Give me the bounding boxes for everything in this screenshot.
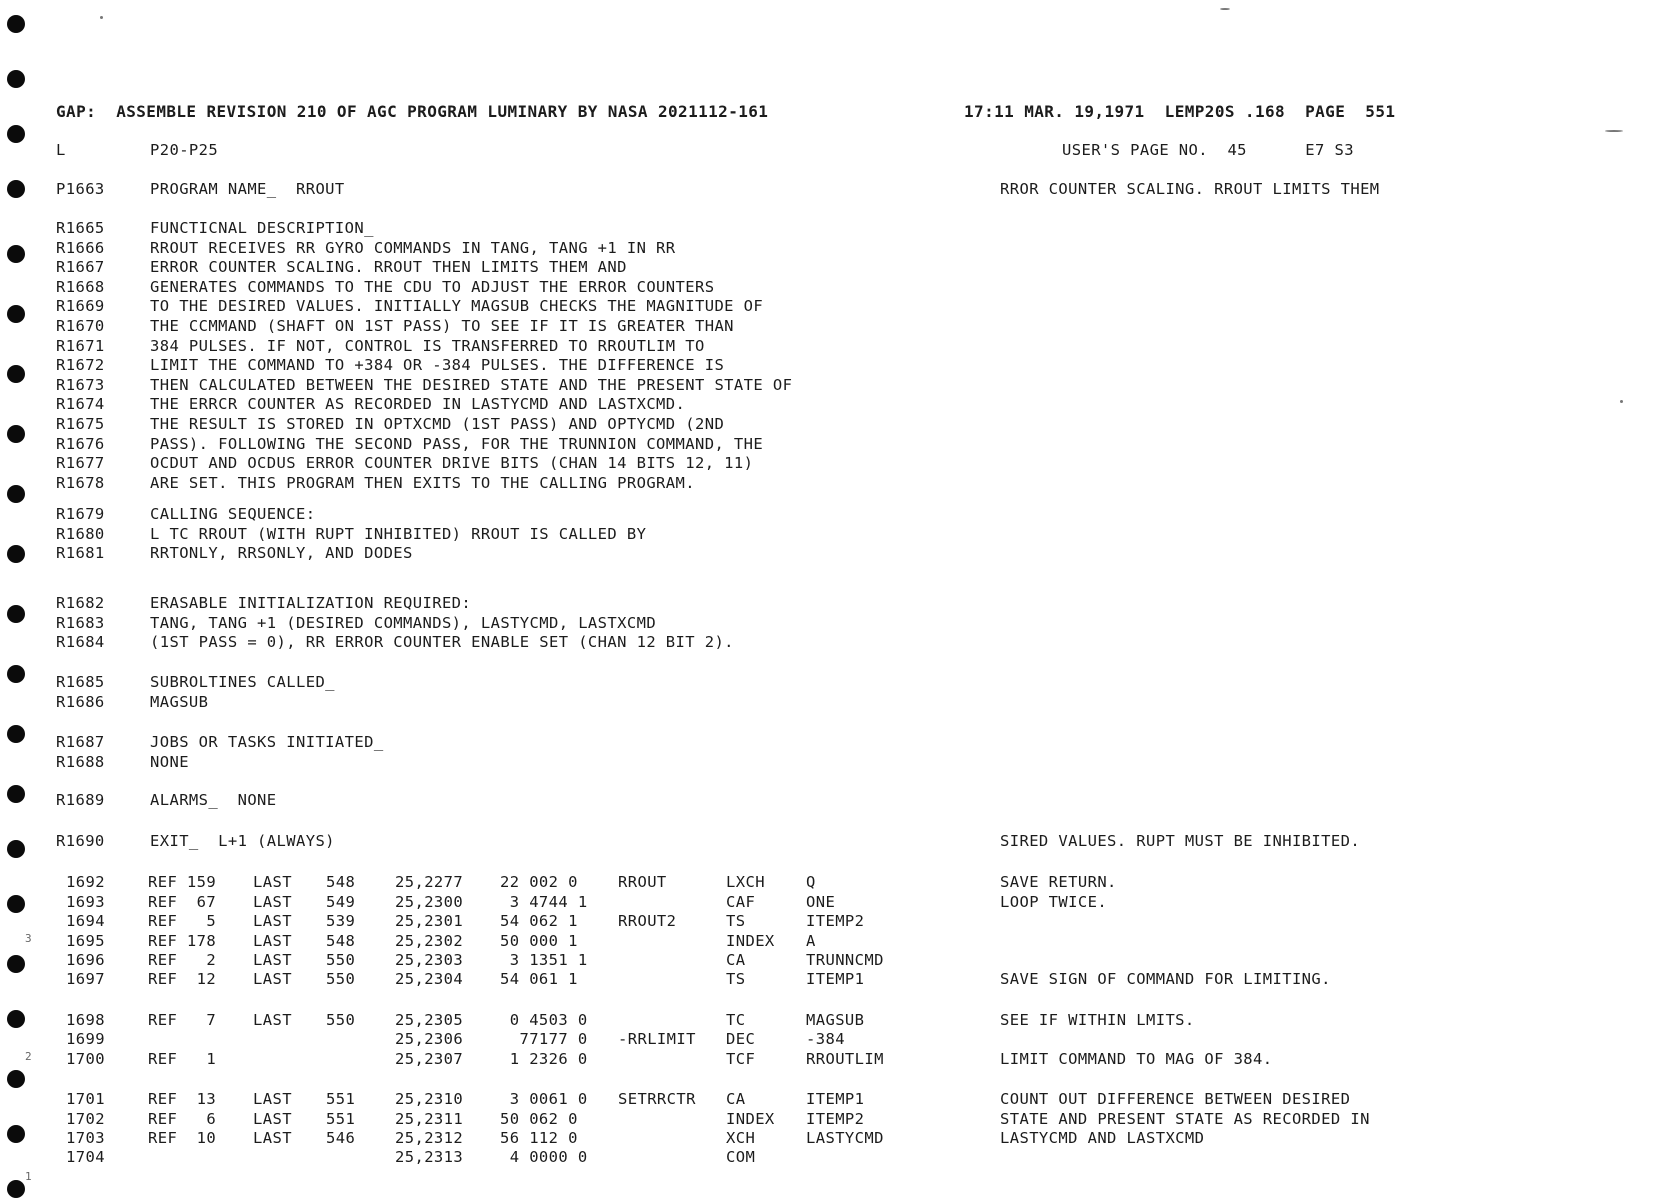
binder-hole-icon: [7, 785, 25, 803]
listing-label: SETRRCTR: [618, 1090, 696, 1108]
listing-last-number: 550: [326, 970, 356, 988]
line-code: R1685: [56, 673, 105, 691]
listing-octal: 54 062 1: [500, 912, 578, 930]
listing-last-number: 550: [326, 1011, 356, 1029]
line-code: R1676: [56, 434, 105, 453]
listing-operand: MAGSUB: [806, 1011, 865, 1029]
exit-line: EXIT_ L+1 (ALWAYS): [150, 832, 335, 850]
listing-last: LAST: [253, 951, 292, 969]
binder-hole-icon: [7, 725, 25, 743]
line-code: R1671: [56, 336, 105, 355]
listing-opcode: COM: [726, 1148, 756, 1166]
binder-hole-icon: [7, 1180, 25, 1198]
listing-comment: LIMIT COMMAND TO MAG OF 384.: [1000, 1050, 1273, 1068]
listing-opcode: TC: [726, 1011, 746, 1029]
binder-hole-icon: [7, 245, 25, 263]
listing-octal: 22 002 0: [500, 873, 578, 891]
listing-opcode: DEC: [726, 1030, 756, 1048]
listing-address: 25,2304: [395, 970, 464, 988]
comment-line: CALLING SEQUENCE:: [150, 505, 316, 523]
listing-line-number: 1693: [66, 893, 105, 911]
listing-last: LAST: [253, 893, 292, 911]
comment-line: THE ERRCR COUNTER AS RECORDED IN LASTYCMD AND LASTXCMD.: [150, 395, 686, 414]
comment-line: ERROR COUNTER SCALING. RROUT THEN LIMITS THEM AND: [150, 258, 627, 277]
listing-line-number: 1694: [66, 912, 105, 930]
line-code: R1682: [56, 594, 105, 612]
listing-line-number: 1697: [66, 970, 105, 988]
listing-last: LAST: [253, 1011, 292, 1029]
listing-line-number: 1692: [66, 873, 105, 891]
listing-last: LAST: [253, 970, 292, 988]
alarms-line: ALARMS_ NONE: [150, 791, 277, 809]
line-code: R1673: [56, 375, 105, 394]
listing-octal: 77177 0: [500, 1030, 588, 1048]
line-code: R1669: [56, 297, 105, 316]
listing-last: LAST: [253, 912, 292, 930]
listing-line-number: 1698: [66, 1011, 105, 1029]
listing-operand: Q: [806, 873, 816, 891]
comment-line: RROUT RECEIVES RR GYRO COMMANDS IN TANG, TANG +1 IN RR: [150, 238, 676, 257]
comment-line: OCDUT AND OCDUS ERROR COUNTER DRIVE BITS (CHAN 14 BITS 12, 11): [150, 454, 754, 473]
comment-line: THEN CALCULATED BETWEEN THE DESIRED STATE AND THE PRESENT STATE OF: [150, 375, 793, 394]
binder-hole-icon: [7, 665, 25, 683]
listing-ref: REF 1: [148, 1050, 217, 1068]
listing-ref: REF 13: [148, 1090, 217, 1108]
listing-address: 25,2302: [395, 932, 464, 950]
listing-comment: LOOP TWICE.: [1000, 893, 1108, 911]
listing-last-number: 548: [326, 932, 356, 950]
line-code: R1683: [56, 613, 105, 632]
line-code: R1689: [56, 791, 105, 809]
listing-octal: 3 1351 1: [500, 951, 588, 969]
speck: [1605, 130, 1623, 132]
header-user-page: USER'S PAGE NO. 45 E7 S3: [1062, 141, 1354, 159]
listing-opcode: TCF: [726, 1050, 756, 1068]
binder-hole-icon: [7, 485, 25, 503]
listing-operand: LASTYCMD: [806, 1129, 884, 1147]
listing-ref: REF 7: [148, 1011, 217, 1029]
binder-hole-icon: [7, 70, 25, 88]
listing-comment: SAVE RETURN.: [1000, 873, 1117, 891]
listing-opcode: XCH: [726, 1129, 756, 1147]
listing-octal: 50 000 1: [500, 932, 578, 950]
listing-octal: 0 4503 0: [500, 1011, 588, 1029]
overflow-comment: RROR COUNTER SCALING. RROUT LIMITS THEM: [1000, 180, 1380, 198]
line-code: R1688: [56, 752, 105, 771]
listing-address: 25,2277: [395, 873, 464, 891]
comment-line: FUNCTICNAL DESCRIPTION_: [150, 219, 374, 237]
listing-line-number: 1701: [66, 1090, 105, 1108]
comment-line: JOBS OR TASKS INITIATED_: [150, 733, 384, 751]
listing-line-number: 1695: [66, 932, 105, 950]
listing-comment: SAVE SIGN OF COMMAND FOR LIMITING.: [1000, 970, 1331, 988]
line-code: R1665: [56, 219, 105, 237]
listing-octal: 3 4744 1: [500, 893, 588, 911]
listing-opcode: INDEX: [726, 1110, 775, 1128]
listing-last: LAST: [253, 873, 292, 891]
listing-opcode: CA: [726, 1090, 746, 1108]
listing-line-number: 1699: [66, 1030, 105, 1048]
listing-ref: REF 67: [148, 893, 217, 911]
listing-ref: REF 5: [148, 912, 217, 930]
binder-hole-icon: [7, 365, 25, 383]
overflow-comment: SIRED VALUES. RUPT MUST BE INHIBITED.: [1000, 832, 1361, 850]
listing-ref: REF 178: [148, 932, 217, 950]
comment-line: PASS). FOLLOWING THE SECOND PASS, FOR THE TRUNNION COMMAND, THE: [150, 434, 764, 453]
line-code: R1675: [56, 415, 105, 433]
binder-hole-icon: [7, 840, 25, 858]
listing-operand: RROUTLIM: [806, 1050, 884, 1068]
listing-octal: 56 112 0: [500, 1129, 578, 1147]
listing-comment: COUNT OUT DIFFERENCE BETWEEN DESIRED: [1000, 1090, 1351, 1108]
listing-comment: SEE IF WITHIN LMITS.: [1000, 1011, 1195, 1029]
listing-address: 25,2311: [395, 1110, 464, 1128]
listing-last: LAST: [253, 1129, 292, 1147]
line-code: R1684: [56, 633, 105, 652]
comment-line: ERASABLE INITIALIZATION REQUIRED:: [150, 594, 472, 612]
line-code: R1687: [56, 733, 105, 751]
listing-last-number: 551: [326, 1090, 356, 1108]
listing-operand: ITEMP2: [806, 912, 865, 930]
comment-line: GENERATES COMMANDS TO THE CDU TO ADJUST THE ERROR COUNTERS: [150, 277, 715, 296]
line-code: R1690: [56, 832, 105, 850]
listing-opcode: CA: [726, 951, 746, 969]
comment-line: LIMIT THE COMMAND TO +384 OR -384 PULSES. THE DIFFERENCE IS: [150, 356, 725, 375]
binder-hole-icon: [7, 895, 25, 913]
comment-line: TO THE DESIRED VALUES. INITIALLY MAGSUB CHECKS THE MAGNITUDE OF: [150, 297, 764, 316]
listing-octal: 54 061 1: [500, 970, 578, 988]
line-code: R1667: [56, 258, 105, 277]
binder-hole-icon: [7, 305, 25, 323]
listing-opcode: TS: [726, 912, 746, 930]
listing-address: 25,2303: [395, 951, 464, 969]
listing-last: LAST: [253, 1110, 292, 1128]
listing-ref: REF 159: [148, 873, 217, 891]
listing-label: RROUT: [618, 873, 667, 891]
speck: [100, 16, 103, 19]
comment-line: SUBROLTINES CALLED_: [150, 673, 335, 691]
line-code: R1674: [56, 395, 105, 414]
listing-address: 25,2310: [395, 1090, 464, 1108]
listing-octal: 3 0061 0: [500, 1090, 588, 1108]
listing-address: 25,2307: [395, 1050, 464, 1068]
comment-line: RRTONLY, RRSONLY, AND DODES: [150, 544, 413, 563]
listing-line-number: 1703: [66, 1129, 105, 1147]
listing-address: 25,2300: [395, 893, 464, 911]
listing-line-number: 1696: [66, 951, 105, 969]
listing-ref: REF 12: [148, 970, 217, 988]
listing-octal: 50 062 0: [500, 1110, 578, 1128]
line-code: P1663: [56, 180, 105, 198]
listing-last-number: 546: [326, 1129, 356, 1147]
header-title: GAP: ASSEMBLE REVISION 210 OF AGC PROGRAM LUMINARY BY NASA 2021112-161: [56, 102, 769, 121]
comment-line: THE CCMMAND (SHAFT ON 1ST PASS) TO SEE IF IT IS GREATER THAN: [150, 317, 734, 335]
listing-operand: ITEMP2: [806, 1110, 865, 1128]
comment-line: 384 PULSES. IF NOT, CONTROL IS TRANSFERRED TO RROUTLIM TO: [150, 336, 705, 355]
listing-operand: ONE: [806, 893, 836, 911]
listing-last-number: 539: [326, 912, 356, 930]
listing-operand: ITEMP1: [806, 970, 865, 988]
line-code: R1681: [56, 544, 105, 563]
comment-line: TANG, TANG +1 (DESIRED COMMANDS), LASTYCMD, LASTXCMD: [150, 613, 657, 632]
listing-opcode: CAF: [726, 893, 756, 911]
listing-address: 25,2306: [395, 1030, 464, 1048]
listing-address: 25,2305: [395, 1011, 464, 1029]
binder-hole-icon: [7, 425, 25, 443]
listing-last: LAST: [253, 1090, 292, 1108]
comment-line: MAGSUB: [150, 692, 209, 711]
listing-comment: STATE AND PRESENT STATE AS RECORDED IN: [1000, 1110, 1370, 1128]
listing-operand: TRUNNCMD: [806, 951, 884, 969]
line-code: R1679: [56, 505, 105, 523]
listing-line-number: 1704: [66, 1148, 105, 1166]
listing-ref: REF 6: [148, 1110, 217, 1128]
binder-hole-icon: [7, 955, 25, 973]
line-code: R1668: [56, 277, 105, 296]
listing-last-number: 548: [326, 873, 356, 891]
listing-address: 25,2312: [395, 1129, 464, 1147]
line-code: R1672: [56, 356, 105, 375]
listing-operand: A: [806, 932, 816, 950]
listing-operand: ITEMP1: [806, 1090, 865, 1108]
binder-hole-icon: [7, 125, 25, 143]
header-code: L: [56, 141, 66, 159]
listing-ref: REF 2: [148, 951, 217, 969]
binder-hole-icon: [7, 180, 25, 198]
comment-line: NONE: [150, 752, 189, 771]
margin-mark: 3: [25, 932, 32, 945]
listing-ref: REF 10: [148, 1129, 217, 1147]
listing-opcode: INDEX: [726, 932, 775, 950]
comment-line: ARE SET. THIS PROGRAM THEN EXITS TO THE CALLING PROGRAM.: [150, 473, 695, 492]
comment-line: (1ST PASS = 0), RR ERROR COUNTER ENABLE SET (CHAN 12 BIT 2).: [150, 633, 734, 652]
listing-opcode: LXCH: [726, 873, 765, 891]
margin-mark: 2: [25, 1050, 32, 1063]
listing-address: 25,2301: [395, 912, 464, 930]
binder-hole-icon: [7, 545, 25, 563]
line-code: R1670: [56, 317, 105, 335]
listing-last-number: 550: [326, 951, 356, 969]
line-code: R1680: [56, 524, 105, 543]
speck: [1620, 400, 1623, 403]
binder-hole-icon: [7, 1070, 25, 1088]
listing-opcode: TS: [726, 970, 746, 988]
listing-last-number: 549: [326, 893, 356, 911]
line-code: R1677: [56, 454, 105, 473]
speck: [1220, 8, 1230, 10]
listing-last: LAST: [253, 932, 292, 950]
listing-line-number: 1700: [66, 1050, 105, 1068]
listing-label: -RRLIMIT: [618, 1030, 696, 1048]
header-date-page: 17:11 MAR. 19,1971 LEMP20S .168 PAGE 551: [964, 102, 1396, 121]
comment-line: L TC RROUT (WITH RUPT INHIBITED) RROUT IS CALLED BY: [150, 524, 647, 543]
listing-octal: 4 0000 0: [500, 1148, 588, 1166]
listing-line-number: 1702: [66, 1110, 105, 1128]
binder-hole-icon: [7, 15, 25, 33]
listing-comment: LASTYCMD AND LASTXCMD: [1000, 1129, 1205, 1147]
comment-line: THE RESULT IS STORED IN OPTXCMD (1ST PASS) AND OPTYCMD (2ND: [150, 415, 725, 433]
margin-mark: 1: [25, 1170, 32, 1183]
binder-hole-icon: [7, 1125, 25, 1143]
header-section: P20-P25: [150, 141, 219, 159]
line-code: R1686: [56, 692, 105, 711]
line-code: R1678: [56, 473, 105, 492]
listing-octal: 1 2326 0: [500, 1050, 588, 1068]
binder-hole-icon: [7, 1010, 25, 1028]
listing-operand: -384: [806, 1030, 845, 1048]
listing-last-number: 551: [326, 1110, 356, 1128]
listing-address: 25,2313: [395, 1148, 464, 1166]
program-name: PROGRAM NAME_ RROUT: [150, 180, 345, 198]
binder-hole-icon: [7, 605, 25, 623]
line-code: R1666: [56, 238, 105, 257]
listing-label: RROUT2: [618, 912, 677, 930]
